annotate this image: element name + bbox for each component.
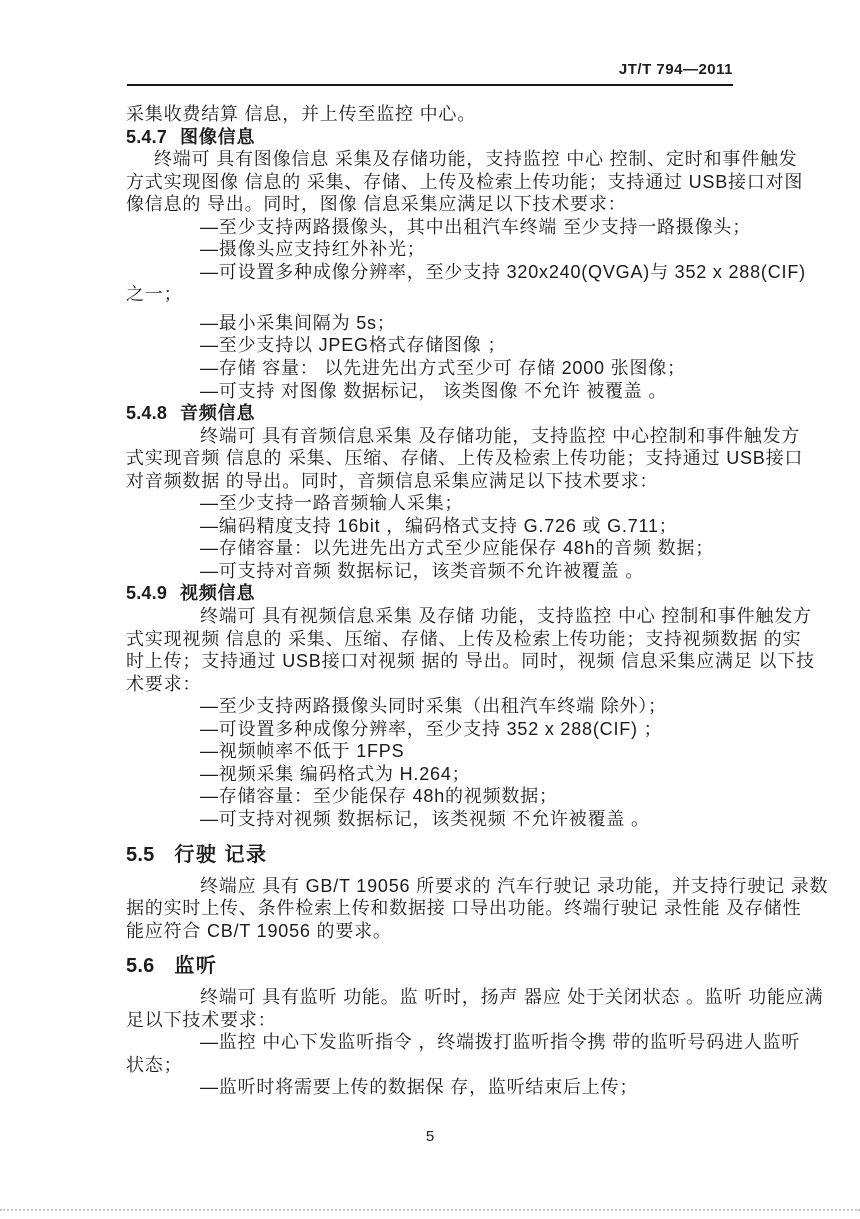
heading-title: 图像信息 [180,126,256,147]
bullet-line: —至少支持两路摄像头，其中出租汽车终端 至少支持一路摄像头； [200,216,751,237]
header-rule [127,84,733,86]
bullet-line: —存储容量：至少能保存 48h的视频数据； [200,786,558,807]
text-line: 能应符合 CB/T 19056 的要求。 [126,920,392,941]
bullet-line: —可支持对音频 数据标记，该类音频不允许被覆盖 。 [200,560,644,581]
heading-number: 5.4.8 [126,403,168,424]
text-line: 对音频数据 的导出。同时，音频信息采集应满足以下技术要求： [126,470,659,491]
bullet-line: —编码精度支持 16bit ，编码格式支持 G.726 或 G.711； [200,515,678,536]
clause-heading [126,582,786,605]
bullet-line: —监听时将需要上传的数据保 存，监听结束后上传； [200,1077,639,1098]
text-line: 终端可 具有图像信息 采集及存储功能，支持监控 中心 控制、定时和事件触发 [154,149,798,170]
heading-title: 视频信息 [180,583,256,604]
text-line: 足以下技术要求： [126,1009,277,1030]
text-line: 终端可 具有视频信息采集 及存储 功能，支持监控 中心 控制和事件触发方 [200,606,812,627]
bullet-line: —至少支持以 JPEG格式存储图像 ； [200,335,507,356]
clause-heading [126,402,786,425]
text-line: 时上传；支持通过 USB接口对视频 据的 导出。同时，视频 信息采集应满足 以下技 [126,651,815,672]
heading-title: 音频信息 [180,403,256,424]
clause-heading [126,126,786,149]
bullet-line: —摄像头应支持红外补光； [200,239,426,260]
page-number: 5 [425,1128,435,1145]
text-line: 像信息的 导出。同时，图像 信息采集应满足以下技术要求： [126,194,627,215]
heading-number: 5.4.9 [126,583,168,604]
text-line: 之一； [126,284,183,305]
text-line: 据的实时上传、条件检索上传和数据接 口导出功能。终端行驶记 录性能 及存储性 [126,898,802,919]
section-heading [126,954,786,978]
bullet-line: —监控 中心下发监听指令 ，终端拨打监听指令携 带的监听号码进人监听 [200,1032,801,1053]
section-heading [126,843,786,867]
text-line: 采集收费结算 信息，并上传至监控 中心。 [126,104,476,124]
heading-title: 行驶 记录 [174,843,268,866]
page-bottom-dotted-line [0,1209,860,1211]
heading-title: 监听 [174,955,218,978]
bullet-line: —最小采集间隔为 5s； [200,312,396,333]
text-line: 方式实现图像 信息的 采集、存储、上传及检索上传功能；支持通过 USB接口对图 [126,171,804,192]
heading-number: 5.5 [126,843,155,866]
bullet-line: —可支持对视频 数据标记，该类视频 不允许被覆盖 。 [200,808,650,829]
text-line: 式实现音频 信息的 采集、压缩、存储、上传及检索上传功能；支持通过 USB接口 [126,448,804,469]
heading-number: 5.4.7 [126,126,168,147]
bullet-line: —至少支持一路音频输人采集； [200,493,464,514]
bullet-line: —可设置多种成像分辨率，至少支持 352 x 288(CIF) ； [200,718,663,739]
text-line: 终端可 具有音频信息采集 及存储功能，支持监控 中心控制和事件触发方 [200,425,801,446]
bullet-line: —存储 容量： 以先进先出方式至少可 存储 2000 张图像； [200,358,686,379]
text-line: 终端可 具有监听 功能。监 听时，扬声 器应 处于关闭状态 。监听 功能应满 [200,987,824,1008]
bullet-line: —存储容量：以先进先出方式至少应能保存 48h的音频 数据； [200,538,715,559]
bullet-line: —至少支持两路摄像头同时采集（出租汽车终端 除外）； [200,696,667,717]
heading-number: 5.6 [126,955,155,978]
bullet-line: —视频采集 编码格式为 H.264； [200,763,471,784]
standard-code: JT/T 794—2011 [618,61,733,78]
bullet-line: —可支持 对图像 数据标记， 该类图像 不允许 被覆盖 。 [200,380,668,401]
text-line: 式实现视频 信息的 采集、压缩、存储、上传及检索上传功能；支持视频数据 的实 [126,628,802,649]
bullet-line: —视频帧率不低于 1FPS [200,741,405,762]
document-body [126,103,829,1099]
text-line: 状态； [126,1054,183,1075]
text-line: 术要求： [126,673,202,694]
bullet-line: —可设置多种成像分辨率，至少支持 320x240(QVGA)与 352 x 288(CIF) [200,261,806,282]
text-line: 终端应 具有 GB/T 19056 所要求的 汽车行驶记 录功能，并支持行驶记 录数 [200,875,829,896]
